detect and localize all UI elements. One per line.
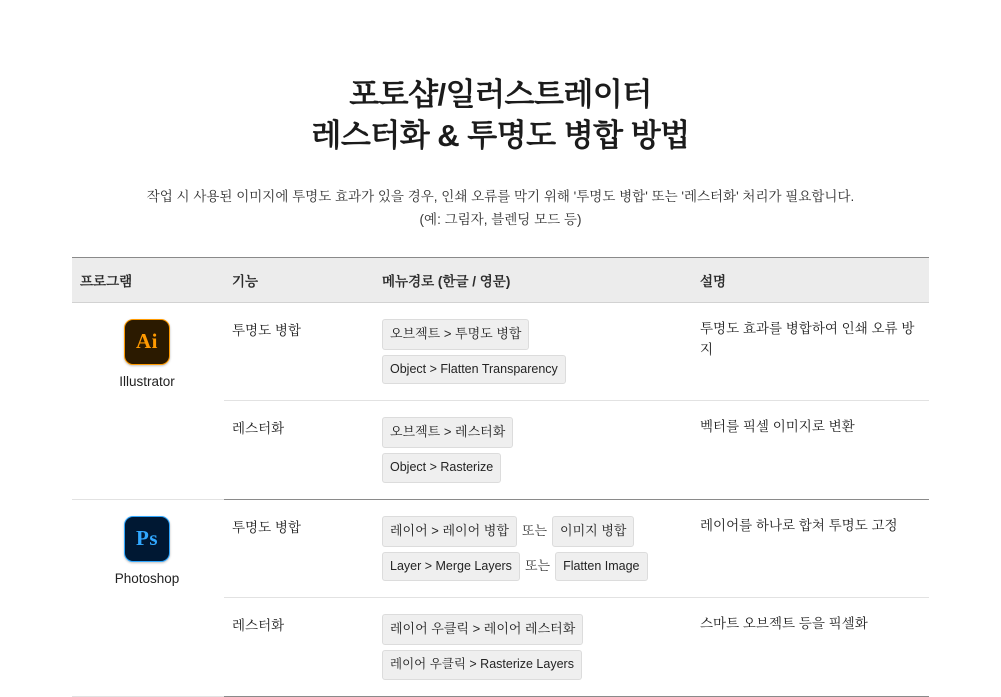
menu-path-english (382, 552, 682, 582)
path-chip-en: Object > Flatten Transparency (382, 355, 566, 385)
function-cell: 레스터화 (224, 401, 374, 499)
program-cell-illustrator (72, 302, 224, 499)
path-conjunction: 또는 (524, 558, 551, 574)
menu-path-korean (382, 614, 682, 645)
function-cell: 투명도 병합 (224, 302, 374, 400)
app-badge-photoshop (80, 516, 214, 586)
subtitle-line-2: (예: 그림자, 블렌딩 모드 등) (419, 211, 582, 227)
menu-path-cell (374, 302, 692, 400)
menu-path-english (382, 650, 682, 680)
title-line-2: 레스터화 & 투명도 병합 방법 (311, 118, 690, 154)
program-cell-photoshop (72, 499, 224, 696)
description-cell: 투명도 효과를 병합하여 인쇄 오류 방지 (692, 302, 929, 400)
page-subtitle (72, 186, 929, 231)
subtitle-line-1: 작업 시 사용된 이미지에 투명도 효과가 있을 경우, 인쇄 오류를 막기 위해 '투명도 병합' 또는 '레스터화' 처리가 필요합니다. (146, 189, 855, 205)
function-cell: 레스터화 (224, 598, 374, 696)
column-header-menu-path: 메뉴경로 (한글 / 영문) (374, 257, 692, 302)
photoshop-icon: Ps (124, 516, 170, 562)
column-header-function: 기능 (224, 257, 374, 302)
table-row (72, 302, 929, 400)
description-cell: 벡터를 픽셀 이미지로 변환 (692, 401, 929, 499)
menu-path-korean (382, 516, 682, 547)
menu-path-cell (374, 499, 692, 597)
function-cell: 투명도 병합 (224, 499, 374, 597)
path-chip-ko: 오브젝트 > 투명도 병합 (382, 319, 529, 350)
path-chip-ko: 레이어 우클릭 > 레이어 레스터화 (382, 614, 583, 645)
illustrator-icon: Ai (124, 319, 170, 365)
description-cell: 레이어를 하나로 합쳐 투명도 고정 (692, 499, 929, 597)
path-chip-en: Layer > Merge Layers (382, 552, 520, 582)
menu-path-cell (374, 401, 692, 499)
path-chip-ko-alt: 이미지 병합 (552, 516, 634, 547)
path-chip-ko: 레이어 > 레이어 병합 (382, 516, 517, 547)
menu-path-cell (374, 598, 692, 696)
app-badge-illustrator (80, 319, 214, 389)
methods-table (72, 257, 929, 697)
page-title (72, 0, 929, 156)
path-conjunction: 또는 (521, 522, 548, 538)
column-header-program: 프로그램 (72, 257, 224, 302)
title-line-1: 포토샵/일러스트레이터 (349, 77, 652, 112)
path-chip-ko: 오브젝트 > 레스터화 (382, 417, 513, 448)
program-label: Illustrator (119, 373, 175, 389)
description-cell: 스마트 오브젝트 등을 픽셀화 (692, 598, 929, 696)
program-label: Photoshop (114, 570, 180, 586)
menu-path-korean (382, 319, 682, 350)
column-header-description: 설명 (692, 257, 929, 302)
menu-path-korean (382, 417, 682, 448)
table-header-row (72, 257, 929, 302)
table-row (72, 499, 929, 597)
menu-path-english (382, 453, 682, 483)
path-chip-en: Object > Rasterize (382, 453, 501, 483)
menu-path-english (382, 355, 682, 385)
path-chip-en: 레이어 우클릭 > Rasterize Layers (382, 650, 582, 680)
path-chip-en-alt: Flatten Image (555, 552, 647, 582)
